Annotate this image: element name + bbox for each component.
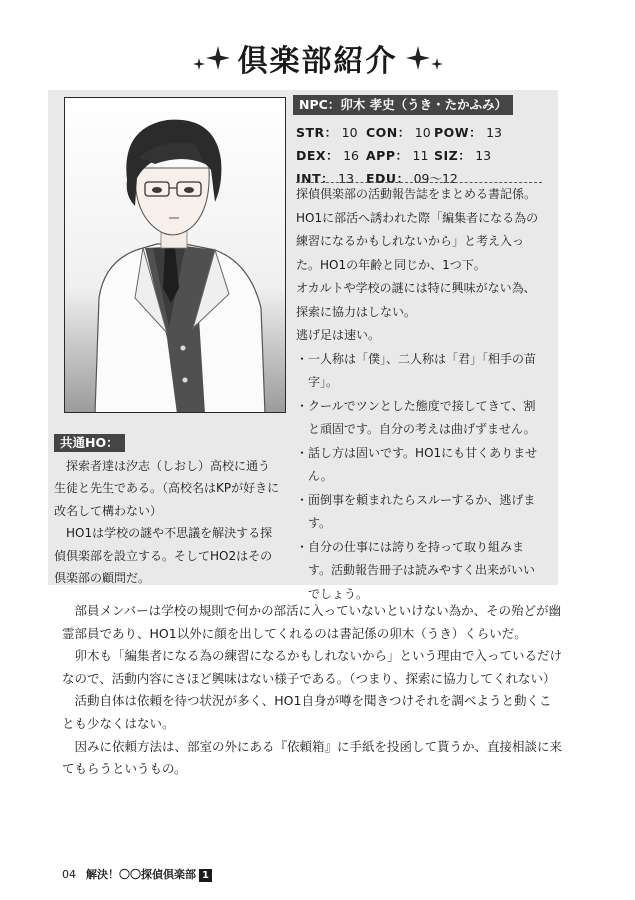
body-paragraph: 活動自体は依頼を待つ状況が多く、HO1自身が噂を聞きつけそれを調べようと動くことも少なくはない。 [62,693,552,731]
bullet-mark: ・ [296,492,309,507]
main-body-text [62,600,562,781]
bullet-mark: ・ [296,539,309,554]
npc-paragraph: オカルトや学校の謎には特に興味がない為、探索に協力はしない。 [296,281,536,319]
stat-con: CON： 10 [366,124,431,140]
common-ho-paragraph: 探索者達は汐志（しおし）高校に通う生徒と先生である。（高校名はKPが好きに改名して構わない） [54,458,280,518]
stat-str: STR： 10 [296,124,358,140]
common-ho-section [54,432,280,590]
stat-row [296,120,541,143]
npc-portrait-image [64,97,286,413]
page-number: 04 [62,867,76,881]
stat-row [296,143,541,166]
bullet-mark: ・ [296,398,309,413]
volume-badge: 1 [199,869,212,882]
sparkle-left-icon [193,46,230,70]
npc-bullet: ・ 面倒事を頼まれたらスルーするか、逃げます。 [296,489,542,536]
stat-edu: EDU： 09〜12 [366,170,458,186]
stat-pow: POW： 13 [434,124,502,140]
page-footer [62,866,212,882]
sparkle-right-icon [406,46,443,70]
body-paragraph: 因みに依頼方法は、部室の外にある『依頼箱』に手紙を投函して貰うか、直接相談に来てもらうというもの。 [62,738,563,777]
page-title: 倶楽部紹介 [237,44,398,79]
stat-dex: DEX： 16 [296,147,359,163]
page-title-row [0,34,635,82]
npc-stats [296,120,541,189]
npc-bullet: ・ クールでツンとした態度で接してきて、割と頑固です。自分の考えは曲げずません。 [296,395,542,442]
npc-bullet: ・ 話し方は固いです。HO1にも甘くありません。 [296,442,542,489]
npc-paragraph: 逃げ足は速い。 [296,328,381,342]
stat-app: APP： 11 [366,147,429,163]
npc-paragraph: HO1に部活へ誘われた際「編集者になる為の練習になるかもしれないから」と考え入った。HO1の年齢と同じか、1つ下。 [296,210,539,272]
stat-int: INT： 13 [296,170,355,186]
bullet-mark: ・ [296,445,309,460]
stat-siz: SIZ： 13 [434,147,492,163]
common-ho-label: 共通HO： [54,434,125,452]
body-paragraph: 卯木も「編集者になる為の練習になるかもしれないから」という理由で入っているだけなので、活動内容にさほど興味はない様子である。（つまり、探索に協力してくれない） [62,648,563,686]
npc-description [296,182,542,606]
bullet-mark: ・ [296,351,309,366]
body-paragraph: 部員メンバーは学校の規則で何かの部活に入っていないといけない為か、その殆どが幽霊部員であり、HO1以外に顔を出してくれるのは書記係の卯木（うき）くらいだ。 [62,603,562,641]
npc-name-header: NPC：卯木 孝史（うき・たかふみ） [293,95,513,115]
npc-bullet: ・ 一人称は「僕」、二人称は「君」「相手の苗字」。 [296,348,542,395]
npc-bullet: ・ 自分の仕事には誇りを持って取り組みます。活動報告冊子は読みやすく出来がいいでしょう。 [296,536,542,607]
npc-paragraph: 探偵倶楽部の活動報告誌をまとめる書記係。 [296,187,537,201]
common-ho-paragraph: HO1は学校の謎や不思議を解決する探偵倶楽部を設立する。そしてHO2はその倶楽部の顧問だ。 [54,526,273,585]
book-title: 解決！〇〇探偵倶楽部 1 [86,866,212,882]
